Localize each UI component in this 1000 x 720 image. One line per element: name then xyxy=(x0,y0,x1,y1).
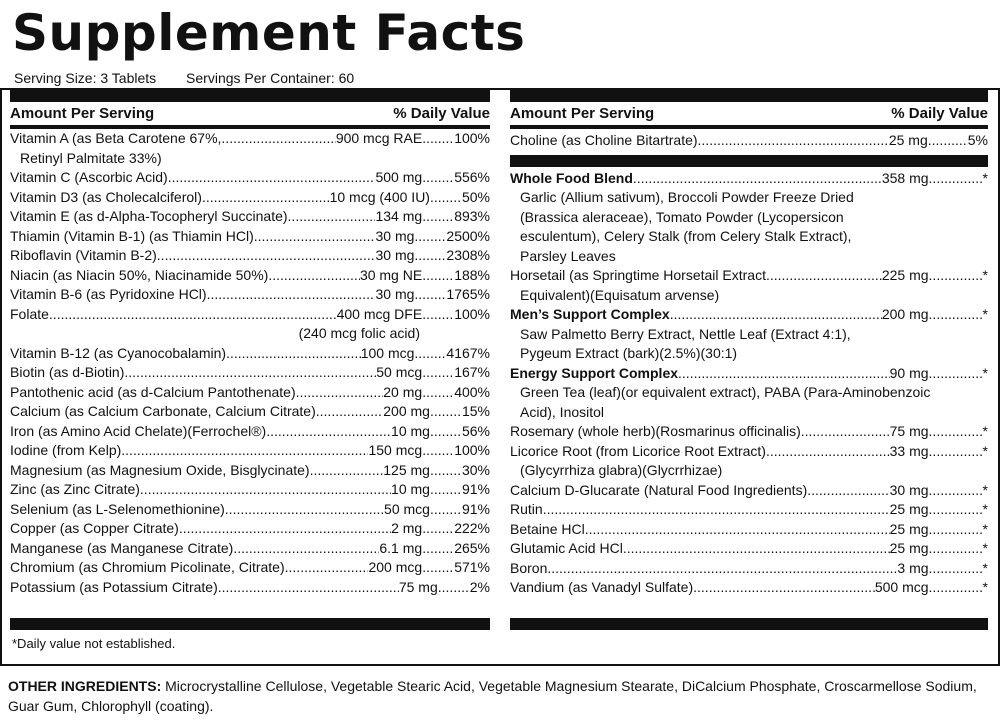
thin-rule xyxy=(510,125,988,129)
nutrient-row xyxy=(10,207,490,227)
nutrient-amount: 500 mg xyxy=(375,169,423,185)
nutrient-daily-value: 571% xyxy=(454,559,490,575)
nutrient-row xyxy=(10,461,490,481)
right-column xyxy=(510,90,988,598)
dot-leader xyxy=(316,402,384,422)
dot-leader xyxy=(623,539,890,559)
dot-leader xyxy=(414,285,446,305)
nutrient-amount: 225 mg xyxy=(881,267,929,283)
dot-leader xyxy=(49,305,337,325)
serving-size: Serving Size: 3 Tablets xyxy=(14,70,157,86)
nutrient-name: Vitamin B-6 (as Pyridoxine HCl) xyxy=(10,286,207,302)
dot-leader xyxy=(430,480,462,500)
nutrient-daily-value: 2500% xyxy=(446,227,490,244)
nutrient-continuation: Pygeum Extract (bark)(2.5%)(30:1) xyxy=(520,345,738,361)
nutrient-daily-value: * xyxy=(982,423,988,439)
nutrient-amount: 33 mg xyxy=(889,442,929,459)
dot-leader xyxy=(422,305,454,325)
nutrient-continuation: Retinyl Palmitate 33%) xyxy=(20,149,162,166)
nutrient-amount: 75 mg xyxy=(889,423,929,439)
dv-header: % Daily Value xyxy=(393,105,490,122)
nutrient-daily-value: 50% xyxy=(461,188,490,205)
nutrient-row xyxy=(510,578,988,598)
nutrient-daily-value: 4167% xyxy=(446,344,490,361)
nutrient-name: Chromium (as Chromium Picolinate, Citrate) xyxy=(10,559,285,575)
bottom-rule-left xyxy=(10,618,490,630)
nutrient-amount: 150 mcg xyxy=(368,442,423,458)
nutrient-row xyxy=(510,520,988,540)
dot-leader xyxy=(430,500,462,520)
nutrient-daily-value: * xyxy=(982,559,988,576)
dot-leader xyxy=(414,246,446,266)
column-header xyxy=(510,102,988,125)
dot-leader xyxy=(168,168,376,188)
dot-leader xyxy=(929,442,983,462)
nutrient-row xyxy=(510,481,988,501)
nutrient-row xyxy=(10,500,490,520)
nutrient-amount: 10 mcg (400 IU) xyxy=(329,188,430,205)
dot-leader xyxy=(285,558,369,578)
nutrient-amount: 25 mg xyxy=(889,520,929,537)
nutrient-daily-value: 222% xyxy=(454,520,490,536)
servings-per-container: Servings Per Container: 60 xyxy=(186,70,355,86)
dot-leader xyxy=(929,305,983,325)
dot-leader xyxy=(766,266,882,286)
nutrient-row xyxy=(10,363,490,383)
nutrient-daily-value: * xyxy=(982,501,988,517)
dot-leader xyxy=(430,402,462,422)
nutrient-daily-value: * xyxy=(982,442,988,459)
nutrient-daily-value: 167% xyxy=(454,364,490,380)
dot-leader xyxy=(422,129,454,149)
nutrient-name: Magnesium (as Magnesium Oxide, Bisglycinate) xyxy=(10,461,310,478)
nutrient-amount: 30 mg xyxy=(375,227,415,244)
dot-leader xyxy=(422,441,454,461)
nutrient-daily-value: 188% xyxy=(454,266,490,283)
nutrient-name: Whole Food Blend xyxy=(510,169,633,186)
nutrient-amount: 900 mcg RAE xyxy=(335,130,423,146)
dot-leader xyxy=(929,578,983,598)
other-ingredients-text: Microcrystalline Cellulose, Vegetable Stearic Acid, Vegetable Magnesium Stearate, DiCalcium Phosphate, Croscarmellose Sodium, Guar Gum, Chlorophyll (coating). xyxy=(8,678,977,714)
nutrient-name: Vitamin A (as Beta Carotene 67%, xyxy=(10,130,222,146)
nutrient-amount: 200 mg xyxy=(383,403,430,419)
nutrient-amount: 100 mcg xyxy=(360,344,415,361)
nutrient-amount: 10 mg xyxy=(391,481,430,497)
dot-leader xyxy=(929,481,983,501)
nutrient-row xyxy=(10,441,490,461)
dot-leader xyxy=(929,266,983,286)
nutrient-daily-value: 100% xyxy=(454,130,490,146)
dot-leader xyxy=(268,266,360,286)
nutrient-continuation: Saw Palmetto Berry Extract, Nettle Leaf (Extract 4:1), xyxy=(520,325,851,342)
dot-leader xyxy=(422,168,454,188)
dot-leader xyxy=(422,363,454,383)
dot-leader xyxy=(218,578,399,598)
nutrient-row xyxy=(10,227,490,247)
nutrient-daily-value: 556% xyxy=(454,169,490,185)
nutrient-continuation: (Brassica aleraceae), Tomato Powder (Lycopersicon xyxy=(520,208,844,225)
dot-leader xyxy=(310,461,384,481)
nutrient-amount: 25 mg xyxy=(889,540,929,556)
dot-leader xyxy=(929,422,983,442)
nutrient-daily-value: 400% xyxy=(454,383,490,400)
thick-rule xyxy=(10,90,490,102)
dot-leader xyxy=(124,363,376,383)
nutrient-daily-value: * xyxy=(982,481,988,498)
dot-leader xyxy=(929,559,983,579)
nutrient-row xyxy=(10,480,490,500)
dot-leader xyxy=(585,520,890,540)
nutrient-name: Biotin (as d-Biotin) xyxy=(10,364,125,380)
nutrient-name: Manganese (as Manganese Citrate) xyxy=(10,539,234,556)
nutrient-name: Vitamin B-12 (as Cyanocobalamin) xyxy=(10,344,227,361)
dot-leader xyxy=(266,422,391,442)
nutrient-daily-value: * xyxy=(982,579,988,595)
nutrient-row xyxy=(510,131,988,151)
nutrient-row xyxy=(10,539,490,559)
dot-leader xyxy=(179,519,391,539)
serving-info xyxy=(14,70,380,86)
nutrient-daily-value: 91% xyxy=(461,481,490,497)
dot-leader xyxy=(693,578,875,598)
dot-leader xyxy=(670,305,882,325)
nutrient-name: Rutin xyxy=(510,501,543,517)
amount-header: Amount Per Serving xyxy=(510,105,655,122)
nutrient-amount: 90 mg xyxy=(889,364,929,381)
dot-leader xyxy=(430,422,462,442)
nutrient-amount: 30 mg xyxy=(889,481,929,498)
dot-leader xyxy=(766,442,890,462)
nutrient-name: Vitamin E (as d-Alpha-Tocopheryl Succinate) xyxy=(10,208,288,224)
nutrient-continuation: Garlic (Allium sativum), Broccoli Powder Freeze Dried xyxy=(520,189,854,205)
nutrient-row xyxy=(10,266,490,286)
nutrient-name: Riboflavin (Vitamin B-2) xyxy=(10,247,157,263)
nutrient-row xyxy=(10,246,490,266)
nutrient-amount: 2 mg xyxy=(391,520,423,536)
nutrient-name: Horsetail (as Springtime Horsetail Extract xyxy=(510,267,766,283)
dot-leader xyxy=(422,558,454,578)
nutrient-row xyxy=(10,168,490,188)
nutrient-daily-value: 30% xyxy=(461,461,490,478)
nutrient-continuation: esculentum), Celery Stalk (from Celery Stalk Extract), xyxy=(520,228,852,244)
footnote: *Daily value not established. xyxy=(12,636,176,651)
nutrient-amount: 200 mcg xyxy=(368,559,423,575)
dot-leader xyxy=(430,188,462,208)
nutrient-row xyxy=(510,364,988,384)
dot-leader xyxy=(929,500,983,520)
nutrient-name: Rosemary (whole herb)(Rosmarinus officinalis) xyxy=(510,423,801,439)
nutrient-name: Licorice Root (from Licorice Root Extract) xyxy=(510,442,766,459)
dot-leader xyxy=(543,500,890,520)
nutrient-continuation: Acid), Inositol xyxy=(520,403,605,420)
nutrient-daily-value: 893% xyxy=(454,208,490,224)
dot-leader xyxy=(929,520,983,540)
nutrient-row xyxy=(510,422,988,442)
dot-leader xyxy=(422,539,454,559)
nutrient-amount: 20 mg xyxy=(383,383,423,400)
nutrient-daily-value: * xyxy=(982,520,988,537)
nutrient-daily-value: * xyxy=(982,364,988,381)
dot-leader xyxy=(296,383,384,403)
nutrient-name: Pantothenic acid (as d-Calcium Pantothenate) xyxy=(10,383,296,400)
nutrient-name: Calcium (as Calcium Carbonate, Calcium Citrate) xyxy=(10,403,316,419)
dot-leader xyxy=(422,207,454,227)
nutrient-row xyxy=(510,266,988,286)
other-ingredients-label: OTHER INGREDIENTS: xyxy=(8,678,162,694)
dot-leader xyxy=(801,422,890,442)
dot-leader xyxy=(430,461,462,481)
dot-leader xyxy=(121,441,368,461)
right-nutrient-list xyxy=(510,169,988,598)
nutrient-row xyxy=(10,558,490,578)
nutrient-amount: 50 mcg xyxy=(376,364,423,380)
nutrient-amount: 25 mg xyxy=(888,132,928,148)
dv-header: % Daily Value xyxy=(891,105,988,122)
nutrient-row xyxy=(10,402,490,422)
thick-rule xyxy=(510,155,988,167)
nutrient-row xyxy=(10,519,490,539)
nutrient-continuation: Green Tea (leaf)(or equivalent extract), PABA (Para-Aminobenzoic xyxy=(520,384,931,400)
dot-leader xyxy=(678,364,890,384)
nutrient-amount: 400 mcg DFE xyxy=(336,305,423,322)
left-nutrient-list xyxy=(10,129,490,597)
nutrient-amount: 200 mg xyxy=(881,306,929,322)
nutrient-daily-value: 2308% xyxy=(446,247,490,263)
thick-rule xyxy=(510,90,988,102)
nutrient-name: Glutamic Acid HCl xyxy=(510,540,623,556)
nutrient-name: Zinc (as Zinc Citrate) xyxy=(10,481,140,497)
nutrient-continuation: Equivalent)(Equisatum arvense) xyxy=(520,286,720,303)
dot-leader xyxy=(929,169,983,189)
nutrient-daily-value: 56% xyxy=(461,422,490,439)
amount-header: Amount Per Serving xyxy=(10,105,155,122)
nutrient-continuation: Parsley Leaves xyxy=(520,247,616,264)
nutrient-row xyxy=(10,422,490,442)
nutrient-daily-value: 265% xyxy=(454,539,490,556)
nutrient-row xyxy=(510,169,988,189)
dot-leader xyxy=(288,207,376,227)
nutrient-name: Potassium (as Potassium Citrate) xyxy=(10,578,218,595)
nutrient-amount: 358 mg xyxy=(881,169,929,186)
nutrient-row xyxy=(510,559,988,579)
nutrient-amount: 134 mg xyxy=(375,208,423,224)
nutrient-amount: 6.1 mg xyxy=(379,539,423,556)
nutrient-row xyxy=(10,383,490,403)
nutrient-amount: 125 mg xyxy=(383,461,430,478)
nutrient-daily-value: * xyxy=(982,169,988,186)
nutrient-amount: 30 mg xyxy=(375,247,415,263)
dot-leader xyxy=(414,344,446,364)
nutrient-daily-value: * xyxy=(982,267,988,283)
panel-title: Supplement Facts xyxy=(12,4,526,62)
dot-leader xyxy=(633,169,882,189)
nutrient-daily-value: 1765% xyxy=(446,286,490,302)
nutrient-row xyxy=(510,305,988,325)
choline-row-wrap xyxy=(510,131,988,151)
nutrient-note: (240 mcg folic acid) xyxy=(298,325,420,341)
nutrient-amount: 75 mg xyxy=(398,578,438,595)
nutrient-daily-value: 100% xyxy=(454,305,490,322)
nutrient-name: Boron xyxy=(510,559,548,576)
dot-leader xyxy=(807,481,889,501)
nutrient-daily-value: 91% xyxy=(461,500,490,517)
dot-leader xyxy=(233,539,379,559)
nutrient-name: Selenium (as L-Selenomethionine) xyxy=(10,500,225,517)
nutrient-name: Men’s Support Complex xyxy=(510,306,670,322)
nutrient-amount: 25 mg xyxy=(889,501,929,517)
dot-leader xyxy=(422,519,454,539)
nutrient-daily-value: 100% xyxy=(454,442,490,458)
nutrient-row xyxy=(10,578,490,598)
nutrient-name: Thiamin (Vitamin B-1) (as Thiamin HCl) xyxy=(10,227,254,244)
dot-leader xyxy=(422,383,454,403)
nutrient-row xyxy=(10,129,490,149)
dot-leader xyxy=(140,480,391,500)
dot-leader xyxy=(438,578,470,598)
nutrient-daily-value: * xyxy=(982,540,988,556)
nutrient-name: Betaine HCl xyxy=(510,520,585,537)
nutrient-row xyxy=(510,539,988,559)
dot-leader xyxy=(226,344,361,364)
column-header xyxy=(10,102,490,125)
nutrient-daily-value: 2% xyxy=(469,578,490,595)
nutrient-name: Vitamin C (Ascorbic Acid) xyxy=(10,169,168,185)
nutrient-amount: 10 mg xyxy=(391,422,430,439)
nutrient-daily-value: 15% xyxy=(461,403,490,419)
dot-leader xyxy=(157,246,376,266)
nutrient-row xyxy=(10,188,490,208)
nutrient-name: Folate xyxy=(10,305,49,322)
nutrient-row xyxy=(510,500,988,520)
left-column xyxy=(10,90,490,597)
dot-leader xyxy=(929,364,983,384)
nutrient-amount: 30 mg NE xyxy=(359,266,423,283)
nutrient-name: Iron (as Amino Acid Chelate)(Ferrochel®) xyxy=(10,422,267,439)
nutrient-daily-value: 5% xyxy=(967,132,988,148)
nutrient-name: Vitamin D3 (as Cholecalciferol) xyxy=(10,188,202,205)
nutrient-row xyxy=(510,442,988,462)
other-ingredients xyxy=(8,676,998,716)
bottom-rule-right xyxy=(510,618,988,630)
nutrient-name: Iodine (from Kelp) xyxy=(10,442,122,458)
dot-leader xyxy=(221,129,335,149)
nutrient-name: Energy Support Complex xyxy=(510,364,679,381)
dot-leader xyxy=(698,131,889,151)
dot-leader xyxy=(254,227,376,247)
dot-leader xyxy=(202,188,330,208)
nutrient-continuation: (Glycyrrhiza glabra)(Glycrrhizae) xyxy=(520,462,723,478)
nutrient-name: Niacin (as Niacin 50%, Niacinamide 50%) xyxy=(10,266,269,283)
nutrient-amount: 30 mg xyxy=(375,286,415,302)
dot-leader xyxy=(928,131,968,151)
dot-leader xyxy=(207,285,376,305)
dot-leader xyxy=(929,539,983,559)
nutrient-amount: 500 mcg xyxy=(874,579,929,595)
nutrient-row xyxy=(10,285,490,305)
nutrient-row xyxy=(10,305,490,325)
dot-leader xyxy=(414,227,446,247)
dot-leader xyxy=(422,266,454,286)
nutrient-row xyxy=(10,344,490,364)
nutrient-daily-value: * xyxy=(982,306,988,322)
nutrient-name: Choline (as Choline Bitartrate) xyxy=(510,132,698,148)
dot-leader xyxy=(547,559,897,579)
dot-leader xyxy=(225,500,384,520)
nutrient-name: Calcium D-Glucarate (Natural Food Ingredients) xyxy=(510,481,808,498)
nutrient-amount: 50 mcg xyxy=(384,500,430,517)
nutrient-amount: 3 mg xyxy=(897,559,929,576)
nutrient-name: Vandium (as Vanadyl Sulfate) xyxy=(510,579,694,595)
nutrient-name: Copper (as Copper Citrate) xyxy=(10,520,179,536)
